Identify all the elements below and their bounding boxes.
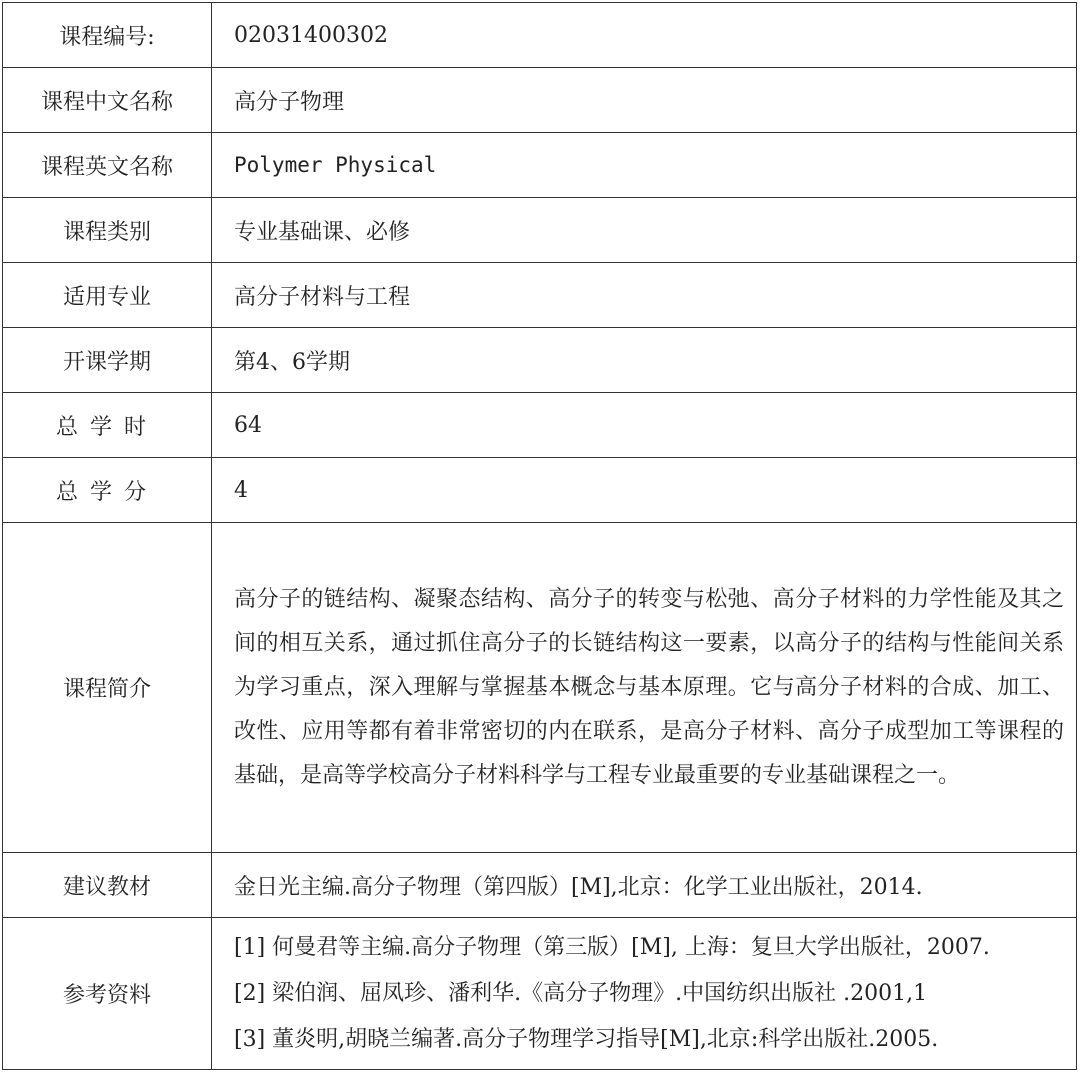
label-hours: 总学时 xyxy=(3,393,212,458)
row-major xyxy=(3,263,1077,328)
label-intro: 课程简介 xyxy=(3,523,212,853)
row-course-code xyxy=(3,3,1077,68)
reference-item: [3] 董炎明,胡晓兰编著.高分子物理学习指导[M],北京:科学出版社.2005. xyxy=(234,1026,939,1052)
row-en-name xyxy=(3,133,1077,198)
label-course-code: 课程编号: xyxy=(3,3,212,68)
value-textbook: 金日光主编.高分子物理（第四版）[M],北京：化学工业出版社，2014. xyxy=(212,853,1077,918)
row-intro xyxy=(3,523,1077,853)
row-cn-name xyxy=(3,68,1077,133)
label-major: 适用专业 xyxy=(3,263,212,328)
value-cn-name: 高分子物理 xyxy=(212,68,1077,133)
row-semester xyxy=(3,328,1077,393)
row-references xyxy=(3,918,1077,1070)
row-credits xyxy=(3,458,1077,523)
value-en-name: Polymer Physical xyxy=(212,133,1077,198)
reference-item: [2] 梁伯润、屈凤珍、潘利华.《高分子物理》.中国纺织出版社 .2001,1 xyxy=(234,980,928,1006)
value-course-code: 02031400302 xyxy=(212,3,1077,68)
label-cn-name: 课程中文名称 xyxy=(3,68,212,133)
value-category: 专业基础课、必修 xyxy=(212,198,1077,263)
reference-item: [1] 何曼君等主编.高分子物理（第三版）[M], 上海：复旦大学出版社，2007. xyxy=(234,934,990,960)
references-list xyxy=(212,918,1077,1070)
course-info-table xyxy=(2,2,1077,1070)
value-semester: 第4、6学期 xyxy=(212,328,1077,393)
row-category xyxy=(3,198,1077,263)
label-en-name: 课程英文名称 xyxy=(3,133,212,198)
row-textbook xyxy=(3,853,1077,918)
value-intro: 高分子的链结构、凝聚态结构、高分子的转变与松弛、高分子材料的力学性能及其之间的相互关系，通过抓住高分子的长链结构这一要素，以高分子的结构与性能间关系为学习重点，深入理解与掌握基本概念与基本原理。它与高分子材料的合成、加工、改性、应用等都有着非常密切的内在联系，是高分子材料、高分子成型加工等课程的基础，是高等学校高分子材料科学与工程专业最重要的专业基础课程之一。 xyxy=(212,523,1077,853)
label-references: 参考资料 xyxy=(3,918,212,1070)
label-credits: 总学分 xyxy=(3,458,212,523)
row-hours xyxy=(3,393,1077,458)
value-credits: 4 xyxy=(212,458,1077,523)
value-hours: 64 xyxy=(212,393,1077,458)
label-textbook: 建议教材 xyxy=(3,853,212,918)
label-semester: 开课学期 xyxy=(3,328,212,393)
value-major: 高分子材料与工程 xyxy=(212,263,1077,328)
label-category: 课程类别 xyxy=(3,198,212,263)
